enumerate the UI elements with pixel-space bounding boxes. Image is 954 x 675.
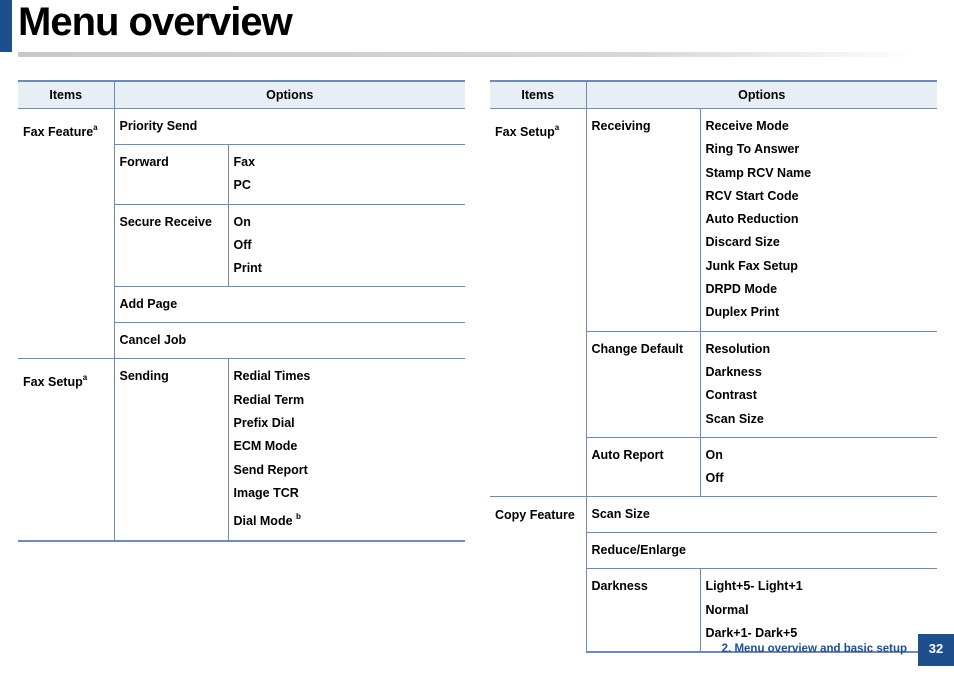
option-reduce-enlarge: Reduce/Enlarge [586, 533, 937, 569]
option-value: PC [233, 178, 251, 193]
option-darkness: Darkness [586, 569, 700, 652]
footnote-marker: a [93, 123, 98, 132]
item-fax-feature [18, 109, 114, 359]
table-header-row [18, 81, 465, 109]
option-values [228, 145, 465, 205]
option-value-with-note [234, 505, 461, 533]
option-value: Off [233, 237, 252, 252]
option-value: Send Report [233, 462, 308, 477]
item-label: Fax Feature [23, 125, 94, 139]
option-value: On [705, 447, 723, 462]
option-values [228, 204, 465, 287]
option-value: Receive Mode [705, 119, 789, 133]
header-items: Items [490, 81, 586, 109]
option-value: Dark+1- Dark+5 [705, 626, 798, 641]
footnote-marker: a [554, 123, 560, 132]
table-row [490, 497, 937, 533]
option-value: Dial Mode [233, 514, 293, 529]
option-sending: Sending [114, 359, 228, 541]
option-value: Junk Fax Setup [705, 258, 798, 273]
option-value: Stamp RCV Name [705, 165, 812, 180]
menu-table-left [18, 80, 465, 542]
option-value: On [233, 214, 251, 229]
page-title: Menu overview [18, 0, 292, 44]
option-auto-report: Auto Report [586, 437, 700, 497]
option-values [700, 109, 937, 332]
option-value: Scan Size [705, 411, 764, 426]
option-value: Discard Size [705, 235, 780, 250]
footnote-marker: a [82, 373, 88, 383]
option-scan-size: Scan Size [586, 497, 937, 533]
option-value: Redial Times [233, 369, 311, 384]
option-value: ECM Mode [233, 439, 298, 454]
option-value: Image TCR [233, 485, 299, 500]
page-number: 32 [918, 634, 954, 666]
title-accent-bar [0, 0, 12, 52]
option-value: Redial Term [233, 392, 305, 407]
item-label: Fax Setup [495, 125, 555, 139]
option-forward: Forward [114, 145, 228, 205]
table-row [490, 109, 937, 332]
option-value: Off [705, 471, 724, 486]
item-fax-setup [18, 359, 114, 541]
option-values [700, 569, 937, 652]
item-fax-setup [490, 109, 586, 497]
header-options: Options [114, 81, 465, 109]
menu-table-right [490, 80, 937, 653]
option-value: Light+5- Light+1 [705, 579, 803, 594]
header-items: Items [18, 81, 114, 109]
option-values [700, 331, 937, 437]
header-options: Options [586, 81, 937, 109]
option-values [228, 359, 465, 541]
title-underline [18, 52, 918, 57]
option-secure-receive: Secure Receive [114, 204, 228, 287]
item-label: Fax Setup [23, 375, 83, 390]
option-cancel-job: Cancel Job [114, 323, 465, 359]
footnote-marker: b [296, 512, 301, 522]
option-change-default: Change Default [586, 331, 700, 437]
option-value: Resolution [705, 341, 771, 356]
option-value: Prefix Dial [233, 416, 295, 431]
option-value: Duplex Print [705, 305, 780, 320]
option-values [700, 437, 937, 497]
option-receiving: Receiving [586, 109, 700, 332]
option-value: RCV Start Code [705, 188, 799, 203]
option-value: Contrast [705, 388, 757, 403]
option-priority-send: Priority Send [119, 119, 198, 133]
option-value: Print [233, 261, 262, 276]
table-row [18, 109, 465, 145]
option-value: Darkness [705, 364, 762, 379]
option-value: Auto Reduction [705, 212, 799, 227]
option-value: DRPD Mode [705, 282, 778, 297]
table-header-row [490, 81, 937, 109]
option-value: Normal [705, 602, 749, 617]
table-row [18, 359, 465, 541]
option-add-page: Add Page [114, 287, 465, 323]
footer-section-title: 2. Menu overview and basic setup [721, 643, 907, 655]
option-value: Fax [233, 155, 256, 169]
option-value: Ring To Answer [705, 142, 800, 157]
item-copy-feature: Copy Feature [490, 497, 586, 652]
